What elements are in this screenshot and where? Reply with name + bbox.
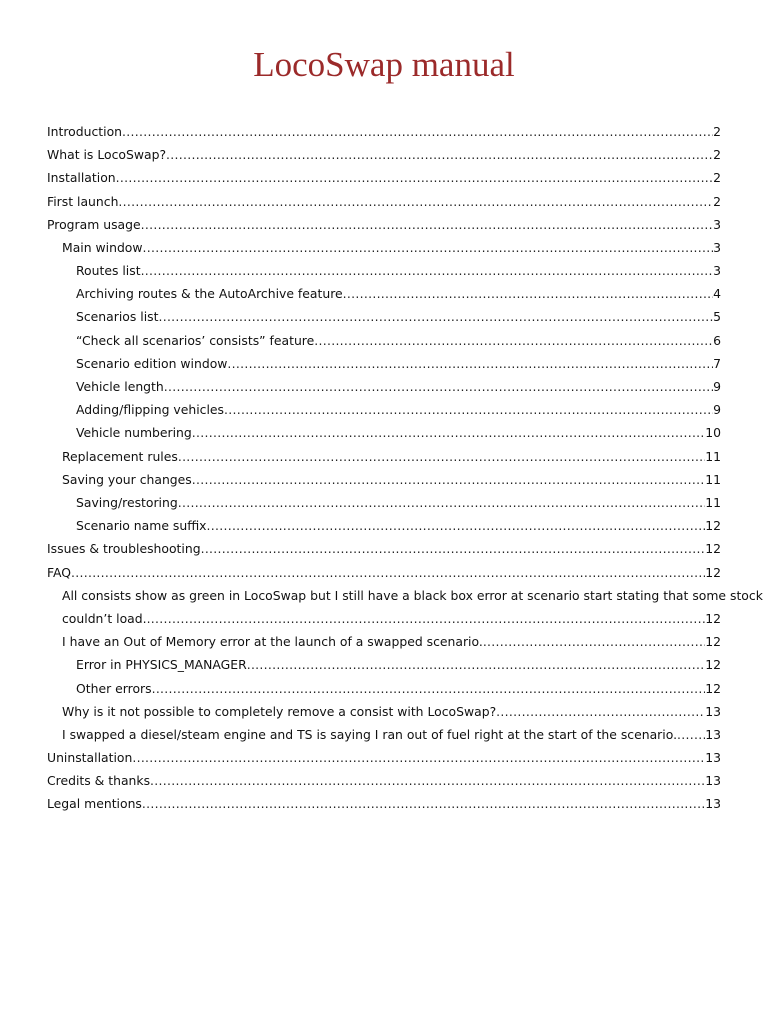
dot-leader: [71, 561, 705, 584]
toc-entry-page: 12: [705, 657, 721, 673]
toc-entry-remove-consist[interactable]: [47, 700, 721, 723]
toc-entry-label: First launch: [47, 193, 119, 209]
toc-entry-label: What is LocoSwap?: [47, 147, 167, 163]
toc-entry-introduction[interactable]: [47, 120, 721, 143]
toc-entry-credits-thanks[interactable]: [47, 769, 721, 792]
toc-entry-adding-flipping-vehicles[interactable]: [47, 398, 721, 421]
dot-leader: [207, 514, 706, 537]
toc-entry-what-is-locoswap[interactable]: [47, 143, 721, 166]
toc-entry-label: Scenario edition window: [76, 355, 228, 371]
dot-leader: [143, 236, 714, 259]
toc-entry-vehicle-numbering[interactable]: [47, 421, 721, 444]
toc-entry-label: Vehicle length: [76, 379, 164, 395]
dot-leader: [158, 305, 713, 328]
toc-entry-label: Other errors: [76, 680, 152, 696]
toc-entry-label: Error in PHYSICS_MANAGER: [76, 657, 247, 673]
dot-leader: [192, 468, 705, 491]
dot-leader: [116, 166, 713, 189]
toc-entry-page: 3: [713, 263, 721, 279]
dot-leader: [227, 352, 713, 375]
toc-entry-error-physics-manager[interactable]: [47, 653, 721, 676]
toc-entry-page: 11: [705, 448, 721, 464]
toc-entry-page: 12: [705, 634, 721, 650]
toc-entry-out-of-memory[interactable]: [47, 630, 721, 653]
toc-entry-page: 9: [713, 402, 721, 418]
toc-entry-label: Replacement rules: [62, 448, 178, 464]
toc-entry-page: 2: [713, 147, 721, 163]
toc-entry-label: Program usage: [47, 216, 141, 232]
toc-entry-replacement-rules[interactable]: [47, 445, 721, 468]
toc-entry-page: 12: [705, 518, 721, 534]
toc-entry-page: 13: [705, 750, 721, 766]
dot-leader: [343, 282, 713, 305]
toc-entry-saving-restoring[interactable]: [47, 491, 721, 514]
dot-leader: [142, 792, 705, 815]
toc-entry-label-continued: couldn’t load.: [62, 610, 147, 626]
dot-leader: [483, 630, 705, 653]
toc-entry-page: 7: [713, 355, 721, 371]
dot-leader: [314, 329, 713, 352]
toc-entry-scenario-edition-window[interactable]: [47, 352, 721, 375]
toc-entry-page: 2: [713, 193, 721, 209]
toc-entry-page: 13: [705, 796, 721, 812]
toc-entry-page: 12: [705, 610, 721, 626]
dot-leader: [247, 653, 706, 676]
toc-entry-page: 12: [705, 541, 721, 557]
dot-leader: [496, 700, 705, 723]
toc-entry-page: 12: [705, 564, 721, 580]
table-of-contents: [47, 120, 763, 816]
toc-entry-page: 9: [713, 379, 721, 395]
toc-entry-page: 11: [705, 471, 721, 487]
toc-entry-faq[interactable]: [47, 561, 721, 584]
toc-entry-page: 4: [713, 286, 721, 302]
dot-leader: [166, 143, 713, 166]
toc-entry-page: 13: [705, 703, 721, 719]
toc-entry-saving-your-changes[interactable]: [47, 468, 721, 491]
toc-entry-page: 10: [705, 425, 721, 441]
toc-entry-label: “Check all scenarios’ consists” feature: [76, 332, 315, 348]
dot-leader: [122, 120, 713, 143]
toc-entry-page: 2: [713, 123, 721, 139]
toc-entry-check-all-consists[interactable]: [47, 329, 721, 352]
toc-entry-page: 12: [705, 680, 721, 696]
toc-entry-label: Adding/flipping vehicles: [76, 402, 224, 418]
toc-entry-label: I have an Out of Memory error at the launch of a swapped scenario.: [62, 634, 483, 650]
dot-leader: [141, 213, 714, 236]
dot-leader: [224, 398, 713, 421]
toc-entry-label: Vehicle numbering: [76, 425, 192, 441]
toc-entry-green-consists-black-box[interactable]: [47, 584, 763, 630]
toc-entry-scenarios-list[interactable]: [47, 306, 721, 329]
toc-entry-other-errors[interactable]: [47, 677, 721, 700]
toc-entry-routes-list[interactable]: [47, 259, 721, 282]
toc-entry-label: Why is it not possible to completely remove a consist with LocoSwap?: [62, 703, 497, 719]
dot-leader: [147, 607, 706, 630]
dot-leader: [178, 445, 705, 468]
dot-leader: [141, 259, 714, 282]
toc-entry-label: Archiving routes & the AutoArchive feature: [76, 286, 343, 302]
toc-entry-label: I swapped a diesel/steam engine and TS is saying I ran out of fuel right at the start of the scenario.: [62, 726, 678, 742]
dot-leader: [132, 746, 705, 769]
toc-entry-ran-out-of-fuel[interactable]: [47, 723, 721, 746]
dot-leader: [178, 491, 705, 514]
toc-entry-label: Introduction: [47, 123, 123, 139]
toc-entry-program-usage[interactable]: [47, 213, 721, 236]
dot-leader: [677, 723, 705, 746]
toc-entry-page: 2: [713, 170, 721, 186]
dot-leader: [150, 769, 705, 792]
toc-entry-main-window[interactable]: [47, 236, 721, 259]
toc-entry-legal-mentions[interactable]: [47, 792, 721, 815]
toc-entry-label: All consists show as green in LocoSwap but I still have a black box error at scenario start stating that some stock: [62, 587, 763, 603]
toc-entry-page: 3: [713, 216, 721, 232]
dot-leader: [192, 421, 705, 444]
toc-entry-label: FAQ: [47, 564, 71, 580]
toc-entry-label: Issues & troubleshooting: [47, 541, 201, 557]
dot-leader: [118, 190, 713, 213]
toc-entry-first-launch[interactable]: [47, 190, 721, 213]
dot-leader: [201, 537, 706, 560]
toc-entry-page: 11: [705, 494, 721, 510]
toc-entry-label: Credits & thanks: [47, 773, 151, 789]
toc-entry-label: Scenario name suffix: [76, 518, 207, 534]
toc-entry-vehicle-length[interactable]: [47, 375, 721, 398]
document-title: LocoSwap manual: [253, 45, 515, 84]
toc-entry-label: Scenarios list: [76, 309, 159, 325]
toc-entry-label: Uninstallation: [47, 750, 133, 766]
toc-entry-installation[interactable]: [47, 166, 721, 189]
toc-entry-scenario-name-suffix[interactable]: [47, 514, 721, 537]
toc-entry-issues-troubleshooting[interactable]: [47, 537, 721, 560]
toc-entry-page: 6: [713, 332, 721, 348]
dot-leader: [152, 677, 706, 700]
toc-entry-label: Main window: [62, 239, 143, 255]
dot-leader: [164, 375, 713, 398]
toc-entry-page: 13: [705, 773, 721, 789]
toc-entry-page: 5: [713, 309, 721, 325]
toc-entry-label: Installation: [47, 170, 116, 186]
toc-entry-label: Routes list: [76, 263, 141, 279]
toc-entry-uninstallation[interactable]: [47, 746, 721, 769]
toc-entry-page: 3: [713, 239, 721, 255]
toc-entry-archiving-routes[interactable]: [47, 282, 721, 305]
toc-entry-label: Legal mentions: [47, 796, 142, 812]
toc-entry-page: 13: [705, 726, 721, 742]
toc-entry-label: Saving/restoring: [76, 494, 178, 510]
toc-entry-label: Saving your changes: [62, 471, 192, 487]
